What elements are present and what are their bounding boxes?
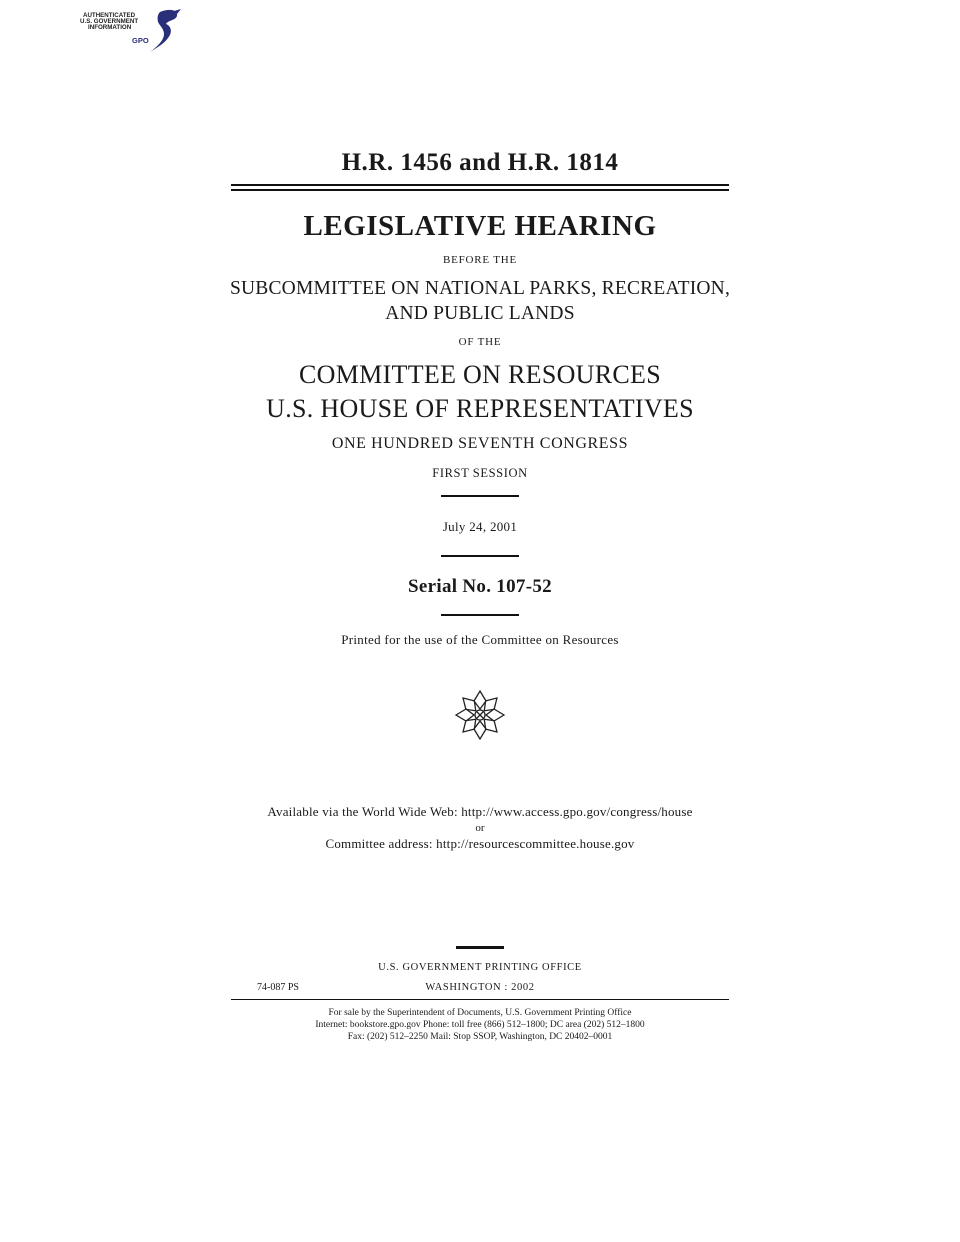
title-rule-top	[231, 184, 729, 186]
printed-for-note: Printed for the use of the Committee on Resources	[341, 632, 619, 647]
congress-label: ONE HUNDRED SEVENTH CONGRESS	[331, 435, 629, 452]
hearing-date: July 24, 2001	[442, 519, 518, 534]
divider-rule	[441, 555, 519, 557]
sale-info-line-3: Fax: (202) 512–2250 Mail: Stop SSOP, Washington, DC 20402–0001	[347, 1032, 613, 1042]
committee-address: Committee address: http://resourcescommittee.house.gov	[325, 836, 635, 851]
sale-info-line-1: For sale by the Superintendent of Documents, U.S. Government Printing Office	[328, 1008, 632, 1018]
or-separator: or	[475, 822, 485, 834]
logo-line-1: AUTHENTICATED	[83, 12, 136, 19]
gpo-authenticated-logo	[78, 6, 188, 58]
washington-date: WASHINGTON : 2002	[425, 982, 535, 993]
hearing-title: LEGISLATIVE HEARING	[303, 210, 657, 242]
title-rule-bottom	[231, 189, 729, 191]
sale-info-line-2: Internet: bookstore.gpo.gov Phone: toll free (866) 512–1800; DC area (202) 512–1800	[315, 1020, 645, 1030]
divider-rule	[441, 495, 519, 497]
gpo-authenticated-eagle-icon	[78, 6, 188, 58]
before-the-label: BEFORE THE	[442, 254, 518, 266]
web-availability-note: Available via the World Wide Web: http://www.access.gpo.gov/congress/house	[267, 804, 693, 819]
logo-line-3: INFORMATION	[88, 24, 132, 31]
serial-number: Serial No. 107-52	[408, 576, 552, 597]
subcommittee-line-1: SUBCOMMITTEE ON NATIONAL PARKS, RECREATION,	[229, 278, 731, 299]
committee-name: COMMITTEE ON RESOURCES	[299, 360, 661, 389]
logo-line-2: U.S. GOVERNMENT	[80, 18, 139, 25]
session-label: FIRST SESSION	[432, 466, 528, 480]
logo-mark: GPO	[132, 36, 149, 45]
footer-rule	[231, 999, 729, 1000]
subcommittee-line-2: AND PUBLIC LANDS	[385, 303, 575, 324]
divider-rule	[441, 614, 519, 616]
footer-short-rule	[456, 946, 504, 949]
of-the-label: OF THE	[458, 336, 502, 348]
job-number: 74-087 PS	[257, 982, 299, 993]
house-name: U.S. HOUSE OF REPRESENTATIVES	[266, 394, 694, 423]
subcommittee-name	[0, 276, 960, 326]
ornamental-star-emblem-icon	[453, 688, 507, 742]
bill-title: H.R. 1456 and H.R. 1814	[341, 149, 619, 176]
printing-office-label: U.S. GOVERNMENT PRINTING OFFICE	[378, 962, 582, 973]
